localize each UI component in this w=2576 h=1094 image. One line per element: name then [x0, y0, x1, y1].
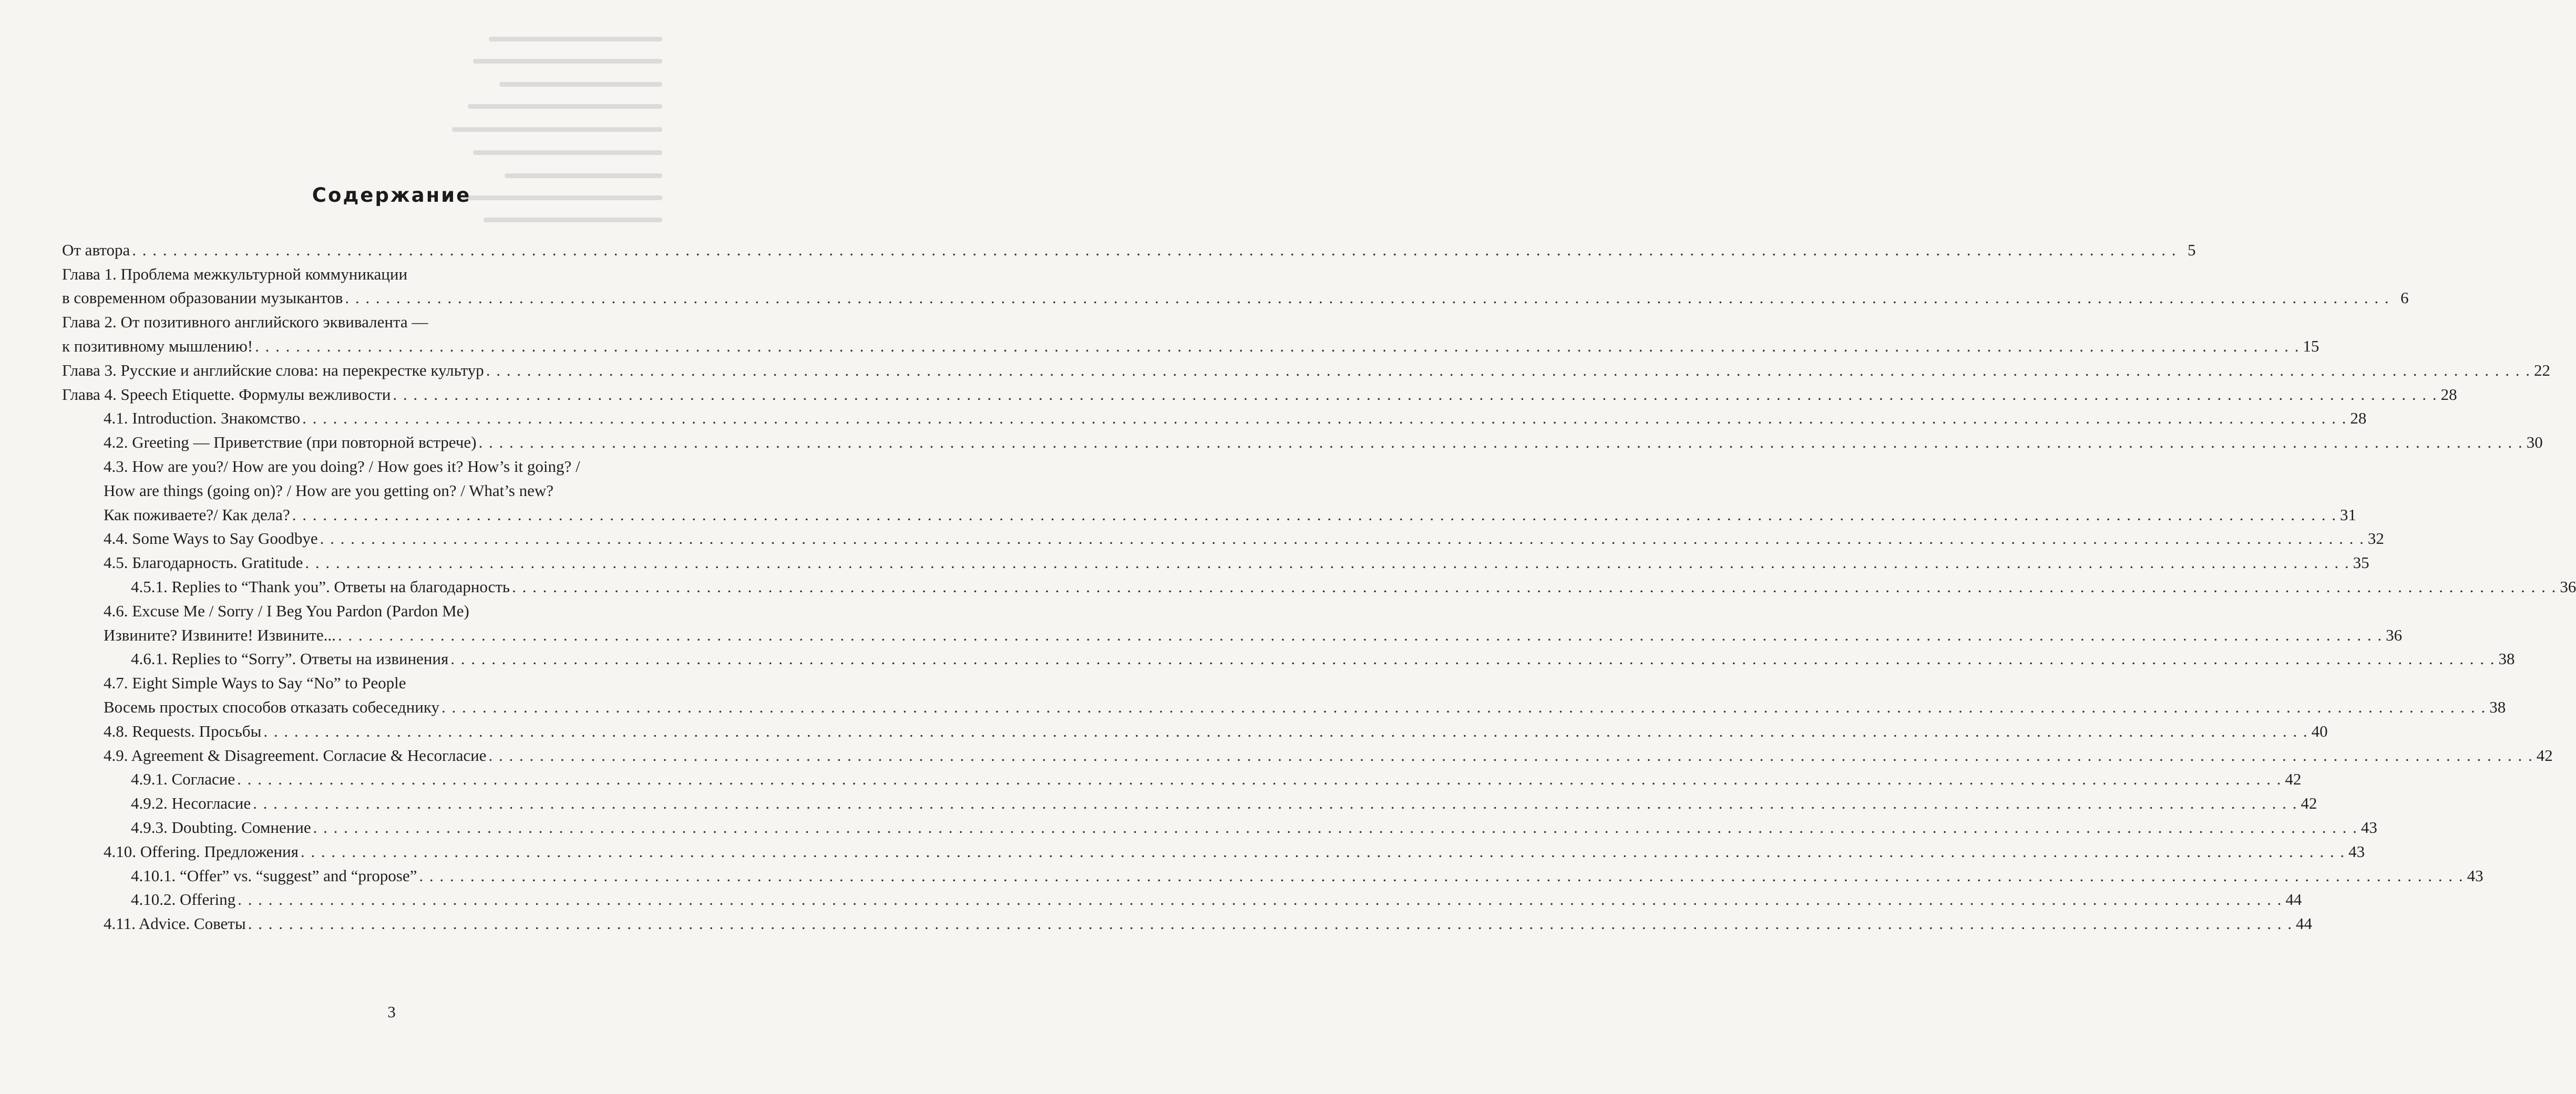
toc-entry-title: Глава 3. Русские и английские слова: на перекрестке культур — [62, 360, 484, 379]
dot-leader: . . . . . . . . . . . . . . . . . . . . . . . . . . . . . . . . . . . . . . . . . . . . . . . . . . . . . . . . . . . . . . . . . . . . . . . . . . . . . . . . . . . . . . . . . . . . . . . . . . . . . . . . . . . . . . . . . . . . . . . . . . . . . . . . . . . . . . . . . . . . . . . . . . . . . . . . . . . . . . . . . . . . . . . . . . . . . . . . . . . . . . . . . . . . . . . . . . . . . . . . — [132, 240, 2177, 259]
toc-entry-page: 43 — [2348, 842, 2365, 861]
toc-entry-title: How are things (going on)? / How are you getting on? / What’s new? — [104, 481, 554, 500]
toc-entry-page: 28 — [2350, 409, 2367, 428]
toc-entry-title: От автора — [62, 240, 130, 259]
toc-entry — [62, 500, 2356, 524]
toc-entry-page: 38 — [2498, 649, 2515, 668]
dot-leader: . . . . . . . . . . . . . . . . . . . . . . . . . . . . . . . . . . . . . . . . . . . . . . . . . . . . . . . . . . . . . . . . . . . . . . . . . . . . . . . . . . . . . . . . . . . . . . . . . . . . . . . . . . . . . . . . . . . . . . . . . . . . . . . . . . . . . . . . . . . . . . . . . . . . . . . . . . . . . . . . . . . . . . . . . . . . . . . . . . . . . . . . . . . . . . . . . . . . . . . . — [313, 818, 2358, 837]
toc-entry-title: 4.6. Excuse Me / Sorry / I Beg You Pardon (Pardon Me) — [104, 601, 469, 620]
toc-entry — [62, 645, 2515, 669]
toc-entry — [62, 404, 2367, 428]
toc-entry — [62, 284, 2409, 308]
toc-entry — [62, 380, 2457, 404]
dot-leader: . . . . . . . . . . . . . . . . . . . . . . . . . . . . . . . . . . . . . . . . . . . . . . . . . . . . . . . . . . . . . . . . . . . . . . . . . . . . . . . . . . . . . . . . . . . . . . . . . . . . . . . . . . . . . . . . . . . . . . . . . . . . . . . . . . . . . . . . . . . . . . . . . . . . . . . . . . . . . . . . . . . . . . . . . . . . . . . . . . . . . . . . . . . . . . . . . . . . . . . . — [419, 866, 2464, 885]
toc-entry-title: 4.1. Introduction. Знакомство — [104, 409, 301, 428]
toc-entry-page: 36 — [2386, 625, 2403, 644]
dot-leader: . . . . . . . . . . . . . . . . . . . . . . . . . . . . . . . . . . . . . . . . . . . . . . . . . . . . . . . . . . . . . . . . . . . . . . . . . . . . . . . . . . . . . . . . . . . . . . . . . . . . . . . . . . . . . . . . . . . . . . . . . . . . . . . . . . . . . . . . . . . . . . . . . . . . . . . . . . . . . . . . . . . . . . . . . . . . . . . . . . . . . . . . . . . . . . . . . . . . . . . . — [238, 890, 2283, 909]
toc-entry — [62, 307, 691, 332]
dot-leader: . . . . . . . . . . . . . . . . . . . . . . . . . . . . . . . . . . . . . . . . . . . . . . . . . . . . . . . . . . . . . . . . . . . . . . . . . . . . . . . . . . . . . . . . . . . . . . . . . . . . . . . . . . . . . . . . . . . . . . . . . . . . . . . . . . . . . . . . . . . . . . . . . . . . . . . . . . . . . . . . . . . . . . . . . . . . . . . . . . . . . . . . . . . . . . . . . . . . . . . . — [248, 914, 2293, 933]
toc-entry — [62, 837, 2365, 861]
toc-entry — [62, 668, 691, 693]
dot-leader: . . . . . . . . . . . . . . . . . . . . . . . . . . . . . . . . . . . . . . . . . . . . . . . . . . . . . . . . . . . . . . . . . . . . . . . . . . . . . . . . . . . . . . . . . . . . . . . . . . . . . . . . . . . . . . . . . . . . . . . . . . . . . . . . . . . . . . . . . . . . . . . . . . . . . . . . . . . . . . . . . . . . . . . . . . . . . . . . . . . . . . . . . . . . . . . . . . . . . . . . — [488, 746, 2533, 765]
toc-entry-page: 42 — [2285, 770, 2302, 789]
toc-entry-title: 4.6.1. Replies to “Sorry”. Ответы на извинения — [131, 649, 449, 668]
toc-entry — [62, 260, 691, 284]
dot-leader: . . . . . . . . . . . . . . . . . . . . . . . . . . . . . . . . . . . . . . . . . . . . . . . . . . . . . . . . . . . . . . . . . . . . . . . . . . . . . . . . . . . . . . . . . . . . . . . . . . . . . . . . . . . . . . . . . . . . . . . . . . . . . . . . . . . . . . . . . . . . . . . . . . . . . . . . . . . . . . . . . . . . . . . . . . . . . . . . . . . . . . . . . . . . . . . . . . . . . . . . — [337, 625, 2383, 644]
toc-entry-page: 30 — [2526, 433, 2543, 452]
toc-entry — [62, 596, 691, 621]
toc-entry-title: 4.3. How are you?/ How are you doing? / How goes it? How’s it going? / — [104, 457, 580, 476]
page-number: 3 — [387, 1003, 396, 1021]
dot-leader: . . . . . . . . . . . . . . . . . . . . . . . . . . . . . . . . . . . . . . . . . . . . . . . . . . . . . . . . . . . . . . . . . . . . . . . . . . . . . . . . . . . . . . . . . . . . . . . . . . . . . . . . . . . . . . . . . . . . . . . . . . . . . . . . . . . . . . . . . . . . . . . . . . . . . . . . . . . . . . . . . . . . . . . . . . . . . . . . . . . . . . . . . . . . . . . . . . . . . . . . — [263, 721, 2308, 740]
toc-entry-title: 4.9.2. Несогласие — [131, 794, 251, 813]
toc-entry-title: 4.10.1. “Offer” vs. “suggest” and “propose” — [131, 866, 417, 885]
toc-entry — [62, 885, 2302, 910]
toc-entry-page: 32 — [2367, 529, 2384, 548]
dot-leader: . . . . . . . . . . . . . . . . . . . . . . . . . . . . . . . . . . . . . . . . . . . . . . . . . . . . . . . . . . . . . . . . . . . . . . . . . . . . . . . . . . . . . . . . . . . . . . . . . . . . . . . . . . . . . . . . . . . . . . . . . . . . . . . . . . . . . . . . . . . . . . . . . . . . . . . . . . . . . . . . . . . . . . . . . . . . . . . . . . . . . . . . . . . . . . . . . . . . . . . . — [393, 385, 2438, 404]
toc-entry-page: 15 — [2303, 336, 2320, 355]
table-of-contents — [62, 235, 2576, 933]
toc-entry — [62, 572, 2576, 596]
toc-entry — [62, 548, 2369, 572]
toc-entry — [62, 476, 691, 500]
toc-entry-title: Глава 2. От позитивного английского эквивалента — — [62, 313, 428, 332]
dot-leader: . . . . . . . . . . . . . . . . . . . . . . . . . . . . . . . . . . . . . . . . . . . . . . . . . . . . . . . . . . . . . . . . . . . . . . . . . . . . . . . . . . . . . . . . . . . . . . . . . . . . . . . . . . . . . . . . . . . . . . . . . . . . . . . . . . . . . . . . . . . . . . . . . . . . . . . . . . . . . . . . . . . . . . . . . . . . . . . . . . . . . . . . . . . . . . . . . . . . . . . . — [255, 336, 2300, 355]
toc-entry-title: 4.8. Requests. Просьбы — [104, 721, 262, 740]
toc-entry-page: 44 — [2295, 914, 2312, 933]
toc-entry-title: в современном образовании музыкантов — [62, 288, 343, 307]
dot-leader: . . . . . . . . . . . . . . . . . . . . . . . . . . . . . . . . . . . . . . . . . . . . . . . . . . . . . . . . . . . . . . . . . . . . . . . . . . . . . . . . . . . . . . . . . . . . . . . . . . . . . . . . . . . . . . . . . . . . . . . . . . . . . . . . . . . . . . . . . . . . . . . . . . . . . . . . . . . . . . . . . . . . . . . . . . . . . . . . . . . . . . . . . . . . . . . . . . . . . . . . — [237, 770, 2282, 789]
toc-entry-page: 31 — [2339, 505, 2356, 524]
dot-leader: . . . . . . . . . . . . . . . . . . . . . . . . . . . . . . . . . . . . . . . . . . . . . . . . . . . . . . . . . . . . . . . . . . . . . . . . . . . . . . . . . . . . . . . . . . . . . . . . . . . . . . . . . . . . . . . . . . . . . . . . . . . . . . . . . . . . . . . . . . . . . . . . . . . . . . . . . . . . . . . . . . . . . . . . . . . . . . . . . . . . . . . . . . . . . . . . . . . . . . . . — [253, 794, 2298, 813]
dot-leader: . . . . . . . . . . . . . . . . . . . . . . . . . . . . . . . . . . . . . . . . . . . . . . . . . . . . . . . . . . . . . . . . . . . . . . . . . . . . . . . . . . . . . . . . . . . . . . . . . . . . . . . . . . . . . . . . . . . . . . . . . . . . . . . . . . . . . . . . . . . . . . . . . . . . . . . . . . . . . . . . . . . . . . . . . . . . . . . . . . . . . . . . . . . . . . . . . . . . . . . . — [320, 529, 2365, 548]
toc-entry — [62, 789, 2317, 813]
toc-entry — [62, 717, 2328, 741]
toc-entry-title: 4.5.1. Replies to “Thank you”. Ответы на благодарность — [131, 577, 510, 596]
toc-entry-page: 40 — [2311, 721, 2328, 740]
toc-entry — [62, 765, 2302, 789]
toc-entry-page: 43 — [2467, 866, 2483, 885]
toc-entry-page: 42 — [2536, 746, 2553, 765]
toc-entry-page: 44 — [2285, 890, 2302, 909]
toc-entry-page: 6 — [2400, 288, 2409, 307]
dot-leader: . . . . . . . . . . . . . . . . . . . . . . . . . . . . . . . . . . . . . . . . . . . . . . . . . . . . . . . . . . . . . . . . . . . . . . . . . . . . . . . . . . . . . . . . . . . . . . . . . . . . . . . . . . . . . . . . . . . . . . . . . . . . . . . . . . . . . . . . . . . . . . . . . . . . . . . . . . . . . . . . . . . . . . . . . . . . . . . . . . . . . . . . . . . . . . . . . . . . . . . . — [441, 697, 2487, 716]
toc-entry-title: 4.7. Eight Simple Ways to Say “No” to People — [104, 674, 406, 693]
toc-entry — [62, 861, 2483, 885]
toc-entry — [62, 813, 2377, 837]
toc-entry-page: 28 — [2440, 385, 2457, 404]
dot-leader: . . . . . . . . . . . . . . . . . . . . . . . . . . . . . . . . . . . . . . . . . . . . . . . . . . . . . . . . . . . . . . . . . . . . . . . . . . . . . . . . . . . . . . . . . . . . . . . . . . . . . . . . . . . . . . . . . . . . . . . . . . . . . . . . . . . . . . . . . . . . . . . . . . . . . . . . . . . . . . . . . . . . . . . . . . . . . . . . . . . . . . . . . . . . . . . . . . . . . . . . — [478, 433, 2523, 452]
toc-entry-page: 42 — [2301, 794, 2317, 813]
toc-entry-title: Глава 1. Проблема межкультурной коммуникации — [62, 264, 408, 283]
toc-entry — [62, 693, 2506, 717]
toc-entry-title: 4.9.3. Doubting. Сомнение — [131, 818, 311, 837]
toc-entry-title: Восемь простых способов отказать собеседнику — [104, 697, 439, 716]
dot-leader: . . . . . . . . . . . . . . . . . . . . . . . . . . . . . . . . . . . . . . . . . . . . . . . . . . . . . . . . . . . . . . . . . . . . . . . . . . . . . . . . . . . . . . . . . . . . . . . . . . . . . . . . . . . . . . . . . . . . . . . . . . . . . . . . . . . . . . . . . . . . . . . . . . . . . . . . . . . . . . . . . . . . . . . . . . . . . . . . . . . . . . . . . . . . . . . . . . . . . . . . — [345, 288, 2390, 307]
dot-leader: . . . . . . . . . . . . . . . . . . . . . . . . . . . . . . . . . . . . . . . . . . . . . . . . . . . . . . . . . . . . . . . . . . . . . . . . . . . . . . . . . . . . . . . . . . . . . . . . . . . . . . . . . . . . . . . . . . . . . . . . . . . . . . . . . . . . . . . . . . . . . . . . . . . . . . . . . . . . . . . . . . . . . . . . . . . . . . . . . . . . . . . . . . . . . . . . . . . . . . . . — [302, 409, 2347, 428]
toc-entry-page: 35 — [2353, 553, 2369, 572]
toc-entry — [62, 452, 691, 476]
dot-leader: . . . . . . . . . . . . . . . . . . . . . . . . . . . . . . . . . . . . . . . . . . . . . . . . . . . . . . . . . . . . . . . . . . . . . . . . . . . . . . . . . . . . . . . . . . . . . . . . . . . . . . . . . . . . . . . . . . . . . . . . . . . . . . . . . . . . . . . . . . . . . . . . . . . . . . . . . . . . . . . . . . . . . . . . . . . . . . . . . . . . . . . . . . . . . . . . . . . . . . . . — [300, 842, 2346, 861]
toc-entry-title: 4.5. Благодарность. Gratitude — [104, 553, 303, 572]
dot-leader: . . . . . . . . . . . . . . . . . . . . . . . . . . . . . . . . . . . . . . . . . . . . . . . . . . . . . . . . . . . . . . . . . . . . . . . . . . . . . . . . . . . . . . . . . . . . . . . . . . . . . . . . . . . . . . . . . . . . . . . . . . . . . . . . . . . . . . . . . . . . . . . . . . . . . . . . . . . . . . . . . . . . . . . . . . . . . . . . . . . . . . . . . . . . . . . . . . . . . . . . — [450, 649, 2496, 668]
toc-entry-title: Глава 4. Speech Etiquette. Формулы вежливости — [62, 385, 391, 404]
toc-entry — [62, 621, 2403, 645]
toc-entry-page: 38 — [2489, 697, 2506, 716]
toc-entry — [62, 235, 2196, 260]
toc-entry-title: Извините? Извините! Извините... — [104, 625, 336, 644]
page-title: Содержание — [312, 184, 471, 207]
toc-entry-title: 4.4. Some Ways to Say Goodbye — [104, 529, 318, 548]
toc-entry — [62, 741, 2553, 765]
toc-entry-title: 4.10. Offering. Предложения — [104, 842, 299, 861]
toc-entry-title: 4.11. Advice. Советы — [104, 914, 246, 933]
dot-leader: . . . . . . . . . . . . . . . . . . . . . . . . . . . . . . . . . . . . . . . . . . . . . . . . . . . . . . . . . . . . . . . . . . . . . . . . . . . . . . . . . . . . . . . . . . . . . . . . . . . . . . . . . . . . . . . . . . . . . . . . . . . . . . . . . . . . . . . . . . . . . . . . . . . . . . . . . . . . . . . . . . . . . . . . . . . . . . . . . . . . . . . . . . . . . . . . . . . . . . . . — [512, 577, 2557, 596]
toc-entry-title: 4.9.1. Согласие — [131, 770, 235, 789]
toc-entry-title: 4.10.2. Offering — [131, 890, 236, 909]
dot-leader: . . . . . . . . . . . . . . . . . . . . . . . . . . . . . . . . . . . . . . . . . . . . . . . . . . . . . . . . . . . . . . . . . . . . . . . . . . . . . . . . . . . . . . . . . . . . . . . . . . . . . . . . . . . . . . . . . . . . . . . . . . . . . . . . . . . . . . . . . . . . . . . . . . . . . . . . . . . . . . . . . . . . . . . . . . . . . . . . . . . . . . . . . . . . . . . . . . . . . . . . — [292, 505, 2337, 524]
toc-entry-title: 4.2. Greeting — Приветствие (при повторной встрече) — [104, 433, 477, 452]
toc-entry — [62, 524, 2384, 549]
toc-entry-page: 5 — [2187, 240, 2196, 259]
toc-entry-page: 22 — [2533, 360, 2550, 379]
toc-entry-title: 4.9. Agreement & Disagreement. Согласие & Несогласие — [104, 746, 487, 765]
toc-entry — [62, 909, 2312, 933]
toc-entry — [62, 428, 2543, 452]
dot-leader: . . . . . . . . . . . . . . . . . . . . . . . . . . . . . . . . . . . . . . . . . . . . . . . . . . . . . . . . . . . . . . . . . . . . . . . . . . . . . . . . . . . . . . . . . . . . . . . . . . . . . . . . . . . . . . . . . . . . . . . . . . . . . . . . . . . . . . . . . . . . . . . . . . . . . . . . . . . . . . . . . . . . . . . . . . . . . . . . . . . . . . . . . . . . . . . . . . . . . . . . — [305, 553, 2350, 572]
toc-entry-page: 43 — [2361, 818, 2377, 837]
toc-entry — [62, 332, 2320, 356]
dot-leader: . . . . . . . . . . . . . . . . . . . . . . . . . . . . . . . . . . . . . . . . . . . . . . . . . . . . . . . . . . . . . . . . . . . . . . . . . . . . . . . . . . . . . . . . . . . . . . . . . . . . . . . . . . . . . . . . . . . . . . . . . . . . . . . . . . . . . . . . . . . . . . . . . . . . . . . . . . . . . . . . . . . . . . . . . . . . . . . . . . . . . . . . . . . . . . . . . . . . . . . . — [486, 360, 2531, 379]
toc-entry-title: к позитивному мышлению! — [62, 336, 253, 355]
toc-entry — [62, 356, 2550, 380]
toc-entry-page: 36 — [2560, 577, 2576, 596]
toc-entry-title: Как поживаете?/ Как дела? — [104, 505, 290, 524]
